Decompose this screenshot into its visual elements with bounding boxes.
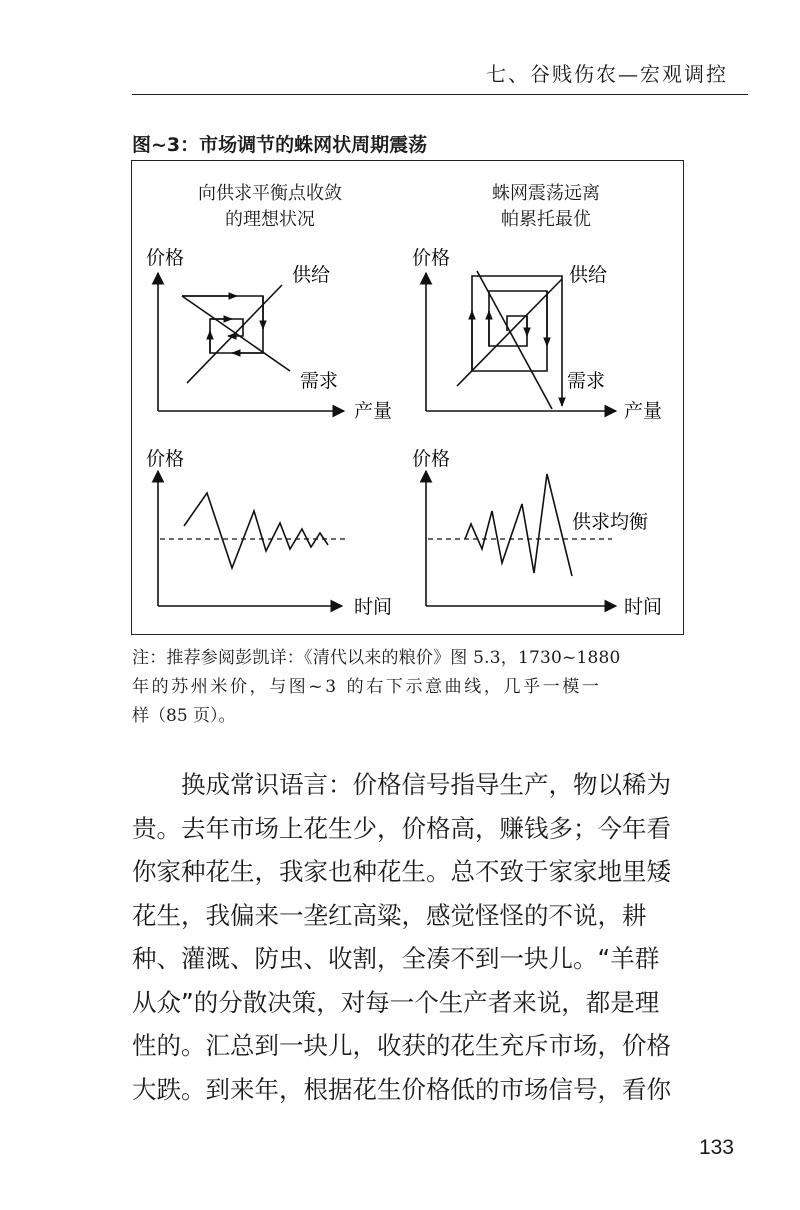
note-line: 注：推荐参阅彭凯详：《清代以来的粮价》图 5.3，1730~1880: [132, 648, 621, 668]
bl-price-label: 价格: [146, 448, 185, 470]
tl-supply-line: [187, 285, 282, 383]
tl-demand-label: 需求: [300, 370, 339, 392]
body-paragraph: [132, 763, 688, 1111]
br-price-label: 价格: [412, 448, 451, 470]
figure-diagram: [132, 161, 685, 636]
page-number: 133: [698, 1136, 734, 1159]
br-time-label: 时间: [624, 596, 663, 618]
tr-supply-label: 供给: [569, 264, 608, 286]
body-line: 大跌。到来年，根据花生价格低的市场信号，看你: [132, 1074, 671, 1104]
tr-cobweb-path: [472, 276, 562, 406]
bottom-right-time-chart: [426, 471, 616, 606]
body-line: 花生，我偏来一垄红高粱，感觉怪怪的不说，耕: [132, 900, 647, 930]
bl-time-label: 时间: [354, 596, 393, 618]
right-title-line-1: 蛛网震荡远离: [492, 183, 600, 204]
bl-price-series: [184, 493, 328, 568]
left-title-line-1: 向供求平衡点收敛: [198, 183, 342, 204]
br-equilibrium-label: 供求均衡: [572, 511, 649, 533]
tl-quantity-label: 产量: [354, 400, 393, 422]
figure-caption: 图~3：市场调节的蛛网状周期震荡: [132, 134, 428, 156]
tl-supply-label: 供给: [292, 264, 331, 286]
body-line: 你家种花生，我家也种花生。总不致于家家地里矮: [132, 857, 671, 886]
header-rule: [132, 94, 748, 95]
body-line: 从众”的分散决策，对每一个生产者来说，都是理: [132, 987, 660, 1017]
tl-demand-line: [182, 296, 290, 371]
left-title-line-2: 的理想状况: [225, 209, 315, 230]
tr-quantity-label: 产量: [624, 400, 663, 422]
body-line: 性的。汇总到一块儿，收获的花生充斥市场，价格: [132, 1031, 671, 1060]
right-title-line-2: 帕累托最优: [501, 209, 591, 230]
note-line: 样（85 页）。: [132, 706, 236, 726]
br-price-series: [465, 474, 572, 576]
body-line: 种、灌溉、防虫、收割，全凑不到一块儿。“羊群: [132, 944, 660, 973]
running-header: 七、谷贱伤农—宏观调控: [486, 62, 728, 86]
tl-price-label: 价格: [146, 247, 185, 269]
tr-price-label: 价格: [412, 247, 451, 269]
body-line: 贵。去年市场上花生少，价格高，赚钱多；今年看: [132, 813, 671, 843]
figure-box: [131, 160, 684, 635]
note-line: 年的苏州米价，与图~3 的右下示意曲线，几乎一模一: [132, 677, 602, 697]
bottom-left-time-chart: [158, 471, 347, 606]
figure-note: [132, 644, 684, 731]
tr-demand-label: 需求: [567, 370, 606, 392]
body-line: 换成常识语言：价格信号指导生产，物以稀为: [132, 770, 671, 799]
